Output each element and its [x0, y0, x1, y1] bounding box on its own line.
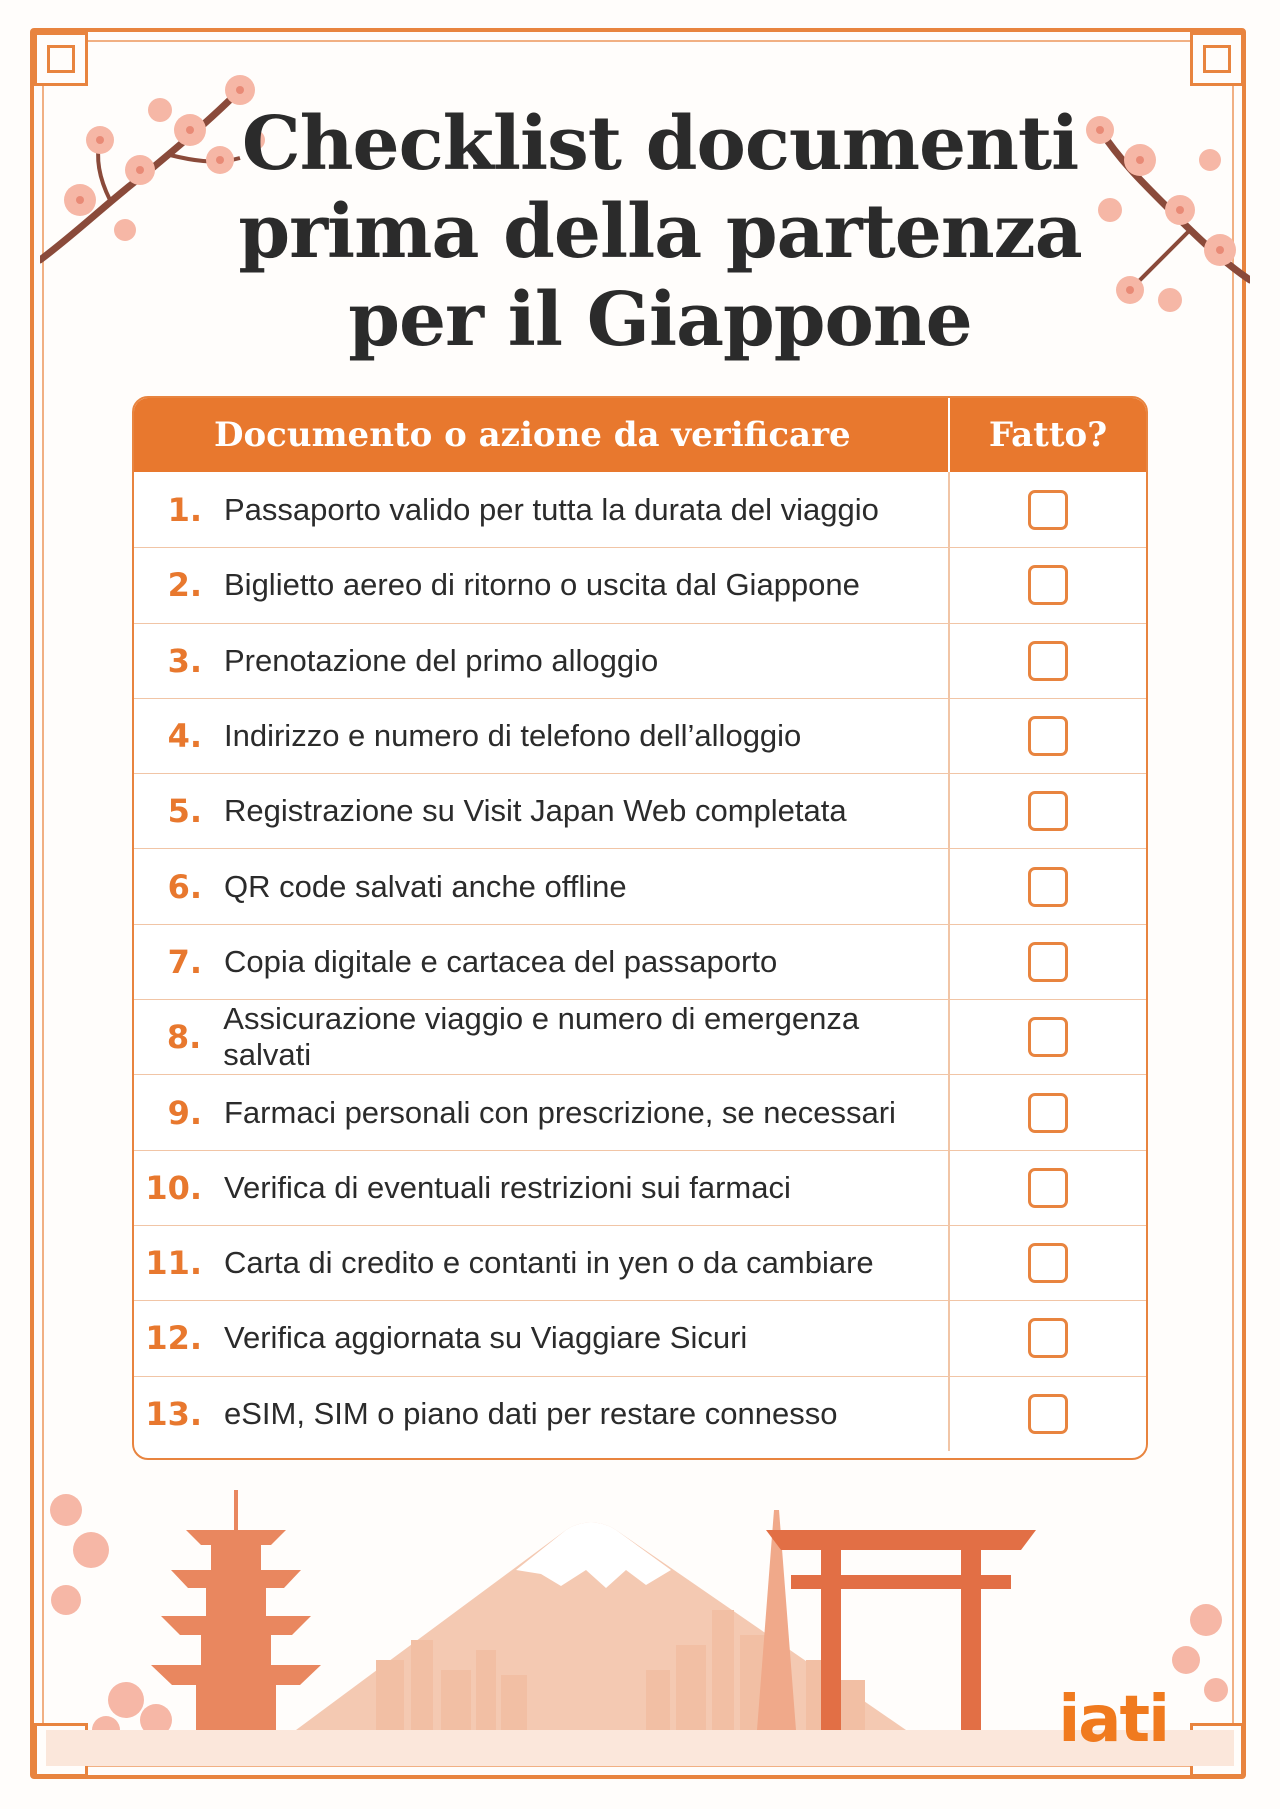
japan-landscape-illustration — [46, 1470, 1234, 1766]
row-number: 6. — [167, 867, 202, 906]
checkbox-icon[interactable] — [1028, 1318, 1068, 1358]
row-document-cell — [134, 1226, 950, 1300]
table-row — [134, 623, 1146, 698]
table-row — [134, 1150, 1146, 1225]
table-row — [134, 848, 1146, 923]
header-document: Documento o azione da verificare — [134, 398, 950, 472]
pagoda-icon — [151, 1490, 321, 1730]
checkbox-icon[interactable] — [1028, 942, 1068, 982]
row-number: 10. — [145, 1168, 202, 1207]
checkbox-icon[interactable] — [1028, 1017, 1068, 1057]
row-number: 13. — [145, 1394, 202, 1433]
row-done-cell — [950, 925, 1146, 999]
table-row — [134, 1300, 1146, 1375]
table-row — [134, 924, 1146, 999]
row-done-cell — [950, 548, 1146, 622]
row-done-cell — [950, 472, 1146, 547]
row-number: 7. — [167, 942, 202, 981]
table-row — [134, 547, 1146, 622]
title-line-2: prima della partenza — [238, 189, 1082, 275]
table-body — [134, 472, 1146, 1451]
row-number: 2. — [167, 566, 202, 605]
row-text: QR code salvati anche offline — [224, 868, 627, 904]
checkbox-icon[interactable] — [1028, 641, 1068, 681]
row-document-cell — [134, 1075, 950, 1149]
row-number: 11. — [145, 1244, 202, 1283]
corner-ornament-icon — [1190, 32, 1244, 86]
row-text: Indirizzo e numero di telefono dell’alloggio — [224, 718, 802, 754]
table-header — [134, 398, 1146, 472]
row-done-cell — [950, 1377, 1146, 1451]
row-text: Passaporto valido per tutta la durata del viaggio — [224, 491, 879, 527]
checkbox-icon[interactable] — [1028, 490, 1068, 530]
row-document-cell — [134, 472, 950, 547]
row-document-cell — [134, 548, 950, 622]
checkbox-icon[interactable] — [1028, 1394, 1068, 1434]
row-number: 3. — [167, 641, 202, 680]
row-done-cell — [950, 1226, 1146, 1300]
row-text: Verifica aggiornata su Viaggiare Sicuri — [224, 1320, 748, 1356]
header-done: Fatto? — [988, 415, 1108, 455]
table-row — [134, 1376, 1146, 1451]
row-document-cell — [134, 1151, 950, 1225]
row-text: Registrazione su Visit Japan Web completata — [224, 793, 847, 829]
table-row — [134, 1074, 1146, 1149]
checkbox-icon[interactable] — [1028, 1243, 1068, 1283]
row-text: Copia digitale e cartacea del passaporto — [224, 943, 778, 979]
checkbox-icon[interactable] — [1028, 867, 1068, 907]
row-document-cell — [134, 624, 950, 698]
row-text: Assicurazione viaggio e numero di emergenza salvati — [223, 1001, 860, 1073]
row-text: Verifica di eventuali restrizioni sui farmaci — [224, 1169, 791, 1205]
table-row — [134, 472, 1146, 547]
checkbox-icon[interactable] — [1028, 1093, 1068, 1133]
table-row — [134, 698, 1146, 773]
row-document-cell — [134, 774, 950, 848]
checkbox-icon[interactable] — [1028, 565, 1068, 605]
row-number: 12. — [145, 1319, 202, 1358]
row-text: Biglietto aereo di ritorno o uscita dal Giappone — [224, 567, 860, 603]
row-done-cell — [950, 699, 1146, 773]
table-row — [134, 999, 1146, 1074]
row-document-cell — [134, 699, 950, 773]
row-done-cell — [950, 624, 1146, 698]
checkbox-icon[interactable] — [1028, 791, 1068, 831]
row-done-cell — [950, 1075, 1146, 1149]
row-text: Farmaci personali con prescrizione, se necessari — [224, 1094, 896, 1130]
row-number: 5. — [167, 792, 202, 831]
row-number: 1. — [167, 490, 202, 529]
row-document-cell — [134, 849, 950, 923]
row-text: Prenotazione del primo alloggio — [224, 642, 659, 678]
row-done-cell — [950, 1000, 1146, 1074]
row-done-cell — [950, 1151, 1146, 1225]
row-done-cell — [950, 1301, 1146, 1375]
row-text: eSIM, SIM o piano dati per restare connesso — [224, 1395, 838, 1431]
row-document-cell — [134, 925, 950, 999]
checkbox-icon[interactable] — [1028, 1168, 1068, 1208]
row-document-cell — [134, 1377, 950, 1451]
row-number: 4. — [167, 717, 202, 756]
table-row — [134, 773, 1146, 848]
row-number: 8. — [166, 1018, 202, 1057]
checklist-table — [132, 396, 1148, 1460]
table-row — [134, 1225, 1146, 1300]
row-document-cell — [134, 1000, 950, 1074]
row-document-cell — [134, 1301, 950, 1375]
row-number: 9. — [167, 1093, 202, 1132]
row-done-cell — [950, 774, 1146, 848]
title-line-1: Checklist documenti — [241, 101, 1079, 187]
page-title — [200, 100, 1120, 364]
iati-logo: iati — [1058, 1683, 1168, 1757]
row-text: Carta di credito e contanti in yen o da cambiare — [224, 1245, 874, 1281]
row-done-cell — [950, 849, 1146, 923]
checkbox-icon[interactable] — [1028, 716, 1068, 756]
title-line-3: per il Giappone — [348, 277, 972, 363]
